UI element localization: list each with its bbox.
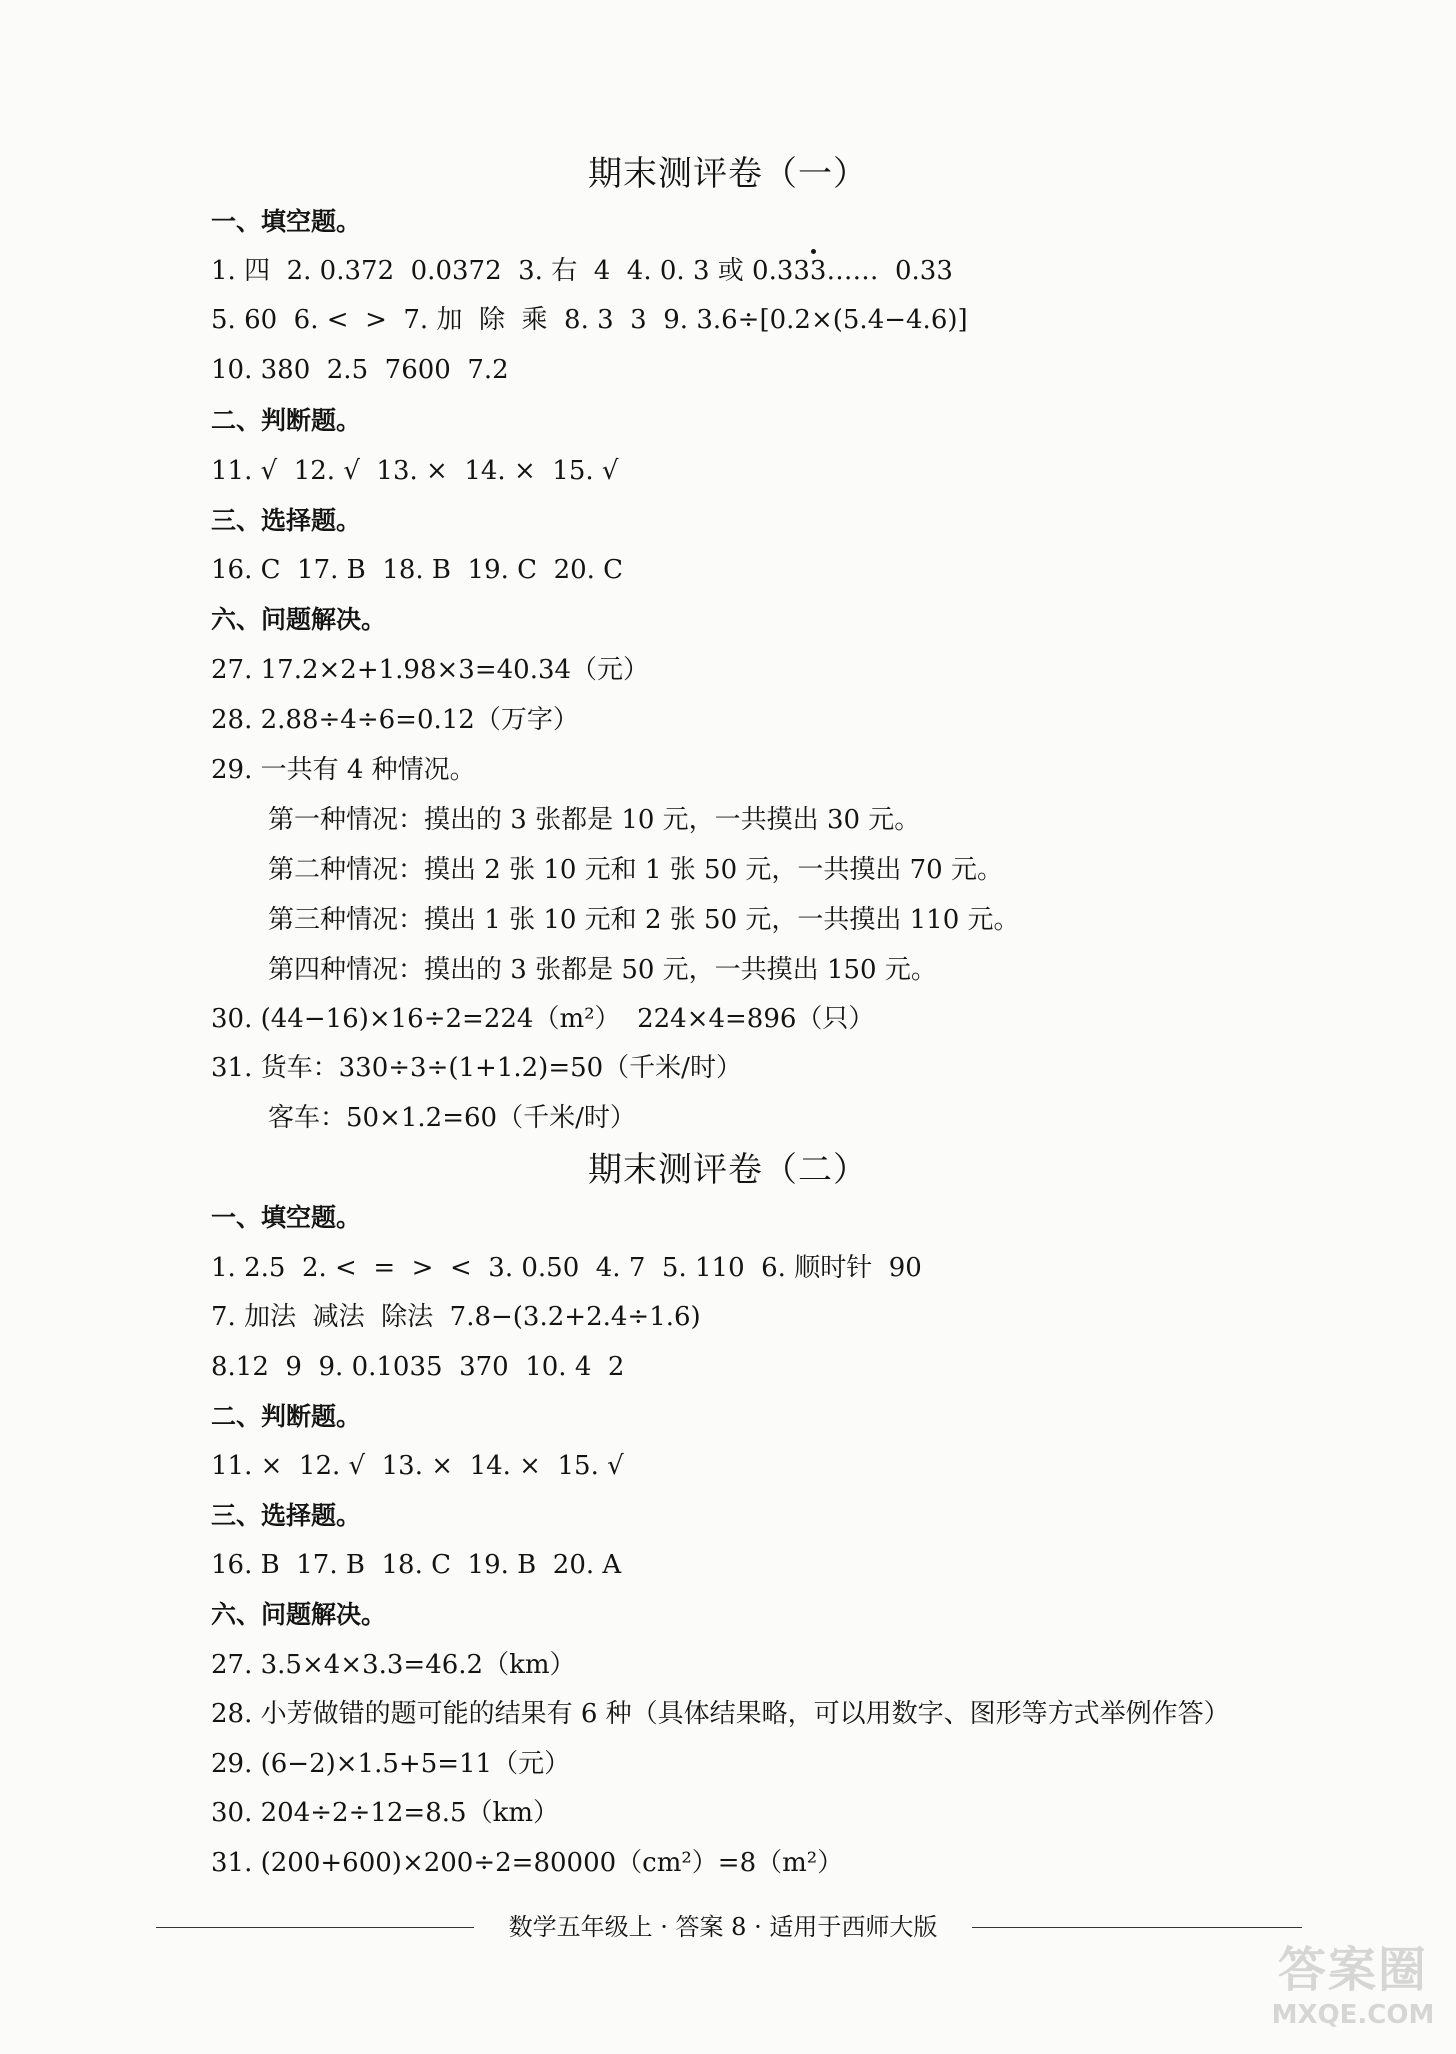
exam1-section-judge: 二、判断题。: [211, 406, 362, 435]
exam1-section-fill-blank: 一、填空题。: [211, 207, 362, 236]
exam1-title: 期末测评卷（一）: [588, 154, 868, 194]
exam2-section-problem: 六、问题解决。: [211, 1600, 387, 1629]
exam2-answer-line: 27. 3.5×4×3.3=46.2（km）: [211, 1650, 576, 1680]
exam1-answer-line: 第一种情况：摸出的 3 张都是 10 元，一共摸出 30 元。: [268, 805, 921, 835]
exam1-section-problem: 六、问题解决。: [211, 605, 387, 634]
exam1-answer-line: 第二种情况：摸出 2 张 10 元和 1 张 50 元，一共摸出 70 元。: [268, 855, 1003, 885]
exam1-answer-line: 30. (44−16)×16÷2=224（m²） 224×4=896（只）: [211, 1004, 875, 1034]
exam1-answer-line: 28. 2.88÷4÷6=0.12（万字）: [211, 705, 579, 735]
exam2-answer-line: 7. 加法 减法 除法 7.8−(3.2+2.4÷1.6): [211, 1302, 701, 1332]
exam2-title: 期末测评卷（二）: [588, 1150, 868, 1190]
exam1-answer-line: 1. 四 2. 0.372 0.0372 3. 右 4 4. 0. 3 或 0.333…… 0.33: [211, 256, 953, 286]
exam2-answer-line: 8.12 9 9. 0.1035 370 10. 4 2: [211, 1352, 625, 1382]
footer-text: 数学五年级上 · 答案 8 · 适用于西师大版: [508, 1913, 938, 1941]
watermark-site: MXQE.COM: [1271, 2000, 1435, 2030]
watermark-title: 答案圈: [1277, 1942, 1428, 1998]
exam1-answer-line: 16. C 17. B 18. B 19. C 20. C: [211, 555, 624, 585]
exam2-answer-line: 28. 小芳做错的题可能的结果有 6 种（具体结果略，可以用数字、图形等方式举例作答）: [211, 1699, 1230, 1729]
exam1-answer-line: 10. 380 2.5 7600 7.2: [211, 355, 509, 385]
exam1-answer-line: 27. 17.2×2+1.98×3=40.34（元）: [211, 655, 650, 685]
watermark-logo: [1268, 1940, 1438, 2050]
repeating-decimal-dot: [811, 249, 816, 254]
exam2-section-fill-blank: 一、填空题。: [211, 1203, 362, 1232]
exam2-answer-line: 31. (200+600)×200÷2=80000（cm²）=8（m²）: [211, 1848, 844, 1878]
exam1-answer-line: 11. √ 12. √ 13. × 14. × 15. √: [211, 456, 619, 486]
exam2-section-choice: 三、选择题。: [211, 1501, 362, 1530]
exam1-answer-line: 客车：50×1.2=60（千米/时）: [268, 1103, 636, 1133]
exam2-answer-line: 11. × 12. √ 13. × 14. × 15. √: [211, 1451, 624, 1481]
exam2-answer-line: 29. (6−2)×1.5+5=11（元）: [211, 1749, 571, 1779]
exam2-answer-line: 16. B 17. B 18. C 19. B 20. A: [211, 1550, 622, 1580]
exam1-answer-line: 29. 一共有 4 种情况。: [211, 755, 476, 785]
exam1-answer-line: 第四种情况：摸出的 3 张都是 50 元，一共摸出 150 元。: [268, 955, 937, 985]
exam1-section-choice: 三、选择题。: [211, 506, 362, 535]
exam2-answer-line: 1. 2.5 2. < = > < 3. 0.50 4. 7 5. 110 6. 顺时针 90: [211, 1253, 922, 1283]
footer-rule-right: [972, 1927, 1302, 1928]
exam2-answer-line: 30. 204÷2÷12=8.5（km）: [211, 1798, 559, 1828]
exam1-answer-line: 31. 货车：330÷3÷(1+1.2)=50（千米/时）: [211, 1053, 742, 1083]
footer-rule-left: [156, 1927, 474, 1928]
exam2-section-judge: 二、判断题。: [211, 1402, 362, 1431]
exam1-answer-line: 第三种情况：摸出 1 张 10 元和 2 张 50 元，一共摸出 110 元。: [268, 905, 1020, 935]
exam1-answer-line: 5. 60 6. < > 7. 加 除 乘 8. 3 3 9. 3.6÷[0.2×(5.4−4.6)]: [211, 305, 968, 335]
